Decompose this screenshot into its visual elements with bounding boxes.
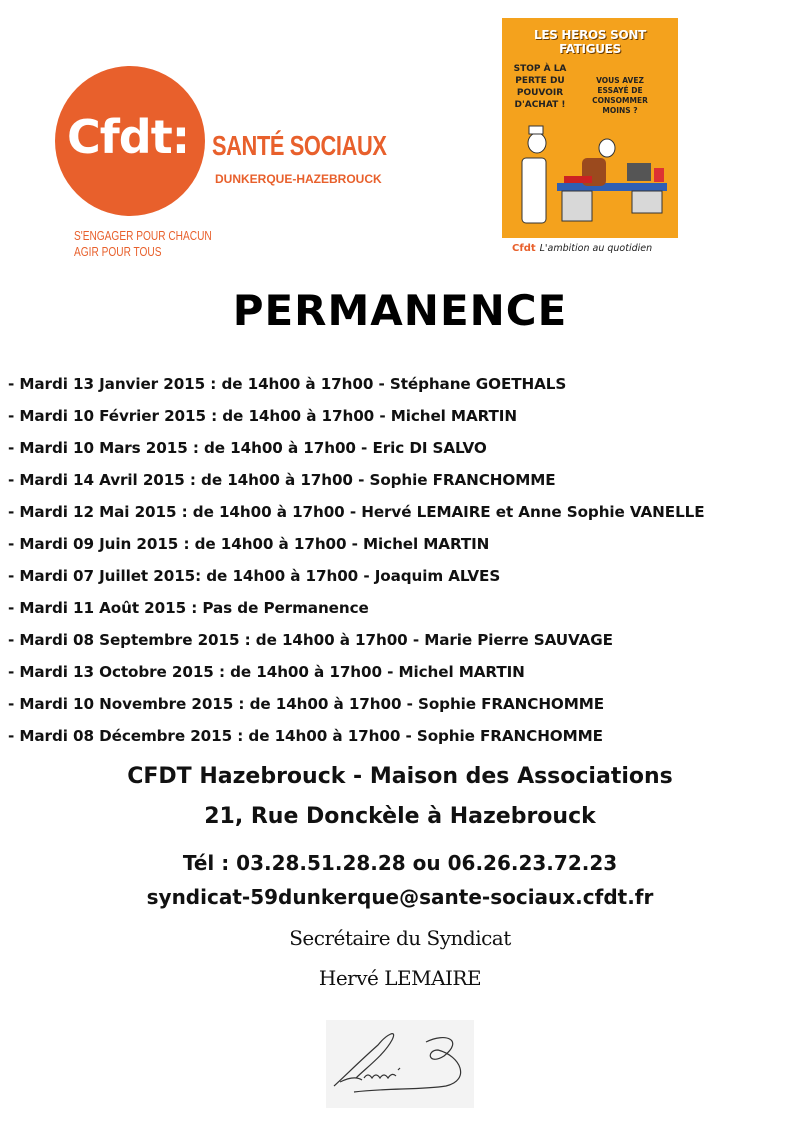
contact-email[interactable]: syndicat-59dunkerque@sante-sociaux.cfdt.fr: [146, 885, 654, 909]
schedule-item: - Mardi 08 Décembre 2015 : de 14h00 à 17h00 - Sophie FRANCHOMME: [8, 727, 603, 745]
schedule-item: - Mardi 14 Avril 2015 : de 14h00 à 17h00 - Sophie FRANCHOMME: [8, 471, 556, 489]
schedule-item: - Mardi 10 Novembre 2015 : de 14h00 à 17h00 - Sophie FRANCHOMME: [8, 695, 605, 713]
speech-bubble-right: VOUS AVEZ ESSAYÉ DE CONSOMMER MOINS ?: [592, 76, 648, 115]
poster-footer-text: L'ambition au quotidien: [539, 243, 653, 254]
contact-phone: Tél : 03.28.51.28.28 ou 06.26.23.72.23: [182, 851, 618, 875]
schedule-item: - Mardi 13 Octobre 2015 : de 14h00 à 17h00 - Michel MARTIN: [8, 663, 525, 681]
schedule-item: - Mardi 08 Septembre 2015 : de 14h00 à 17h00 - Marie Pierre SAUVAGE: [8, 631, 613, 649]
schedule-item: - Mardi 10 Mars 2015 : de 14h00 à 17h00 - Eric DI SALVO: [8, 439, 487, 457]
schedule-item: - Mardi 10 Février 2015 : de 14h00 à 17h00 - Michel MARTIN: [8, 407, 517, 425]
speech-bubble-left: STOP À LA PERTE DU POUVOIR D'ACHAT !: [513, 64, 567, 110]
poster-footer-brand: Cfdt: [512, 243, 536, 254]
schedule-item: - Mardi 07 Juillet 2015: de 14h00 à 17h00 - Joaquim ALVES: [8, 567, 501, 585]
logo-region: DUNKERQUE-HAZEBROUCK: [215, 172, 382, 186]
cfdt-logo: [55, 66, 395, 266]
poster-footer: [502, 240, 678, 260]
schedule-item: - Mardi 12 Mai 2015 : de 14h00 à 17h00 - Hervé LEMAIRE et Anne Sophie VANELLE: [8, 503, 705, 521]
signatory-role: Secrétaire du Syndicat: [289, 926, 511, 950]
logo-brand: Cfdt:: [67, 110, 190, 164]
handwritten-signature-icon: [326, 1020, 474, 1108]
contact-location: CFDT Hazebrouck - Maison des Associations: [127, 764, 673, 789]
schedule-item: - Mardi 13 Janvier 2015 : de 14h00 à 17h00 - Stéphane GOETHALS: [8, 375, 567, 393]
schedule-item: - Mardi 09 Juin 2015 : de 14h00 à 17h00 - Michel MARTIN: [8, 535, 490, 553]
poster-title: LES HEROS SONT FATIGUES: [533, 28, 647, 56]
page-title: PERMANENCE: [232, 286, 568, 335]
logo-slogan-line1: S'ENGAGER POUR CHACUN: [74, 228, 212, 243]
schedule-item: - Mardi 11 Août 2015 : Pas de Permanence: [8, 599, 369, 617]
contact-address: 21, Rue Donckèle à Hazebrouck: [204, 804, 596, 829]
schedule-list: [8, 372, 798, 756]
logo-name: SANTÉ SOCIAUX: [212, 130, 387, 161]
signature-image: [326, 1020, 474, 1108]
logo-slogan-line2: AGIR POUR TOUS: [74, 244, 162, 259]
cartoon-poster: [502, 18, 678, 261]
signatory-name: Hervé LEMAIRE: [318, 966, 482, 990]
